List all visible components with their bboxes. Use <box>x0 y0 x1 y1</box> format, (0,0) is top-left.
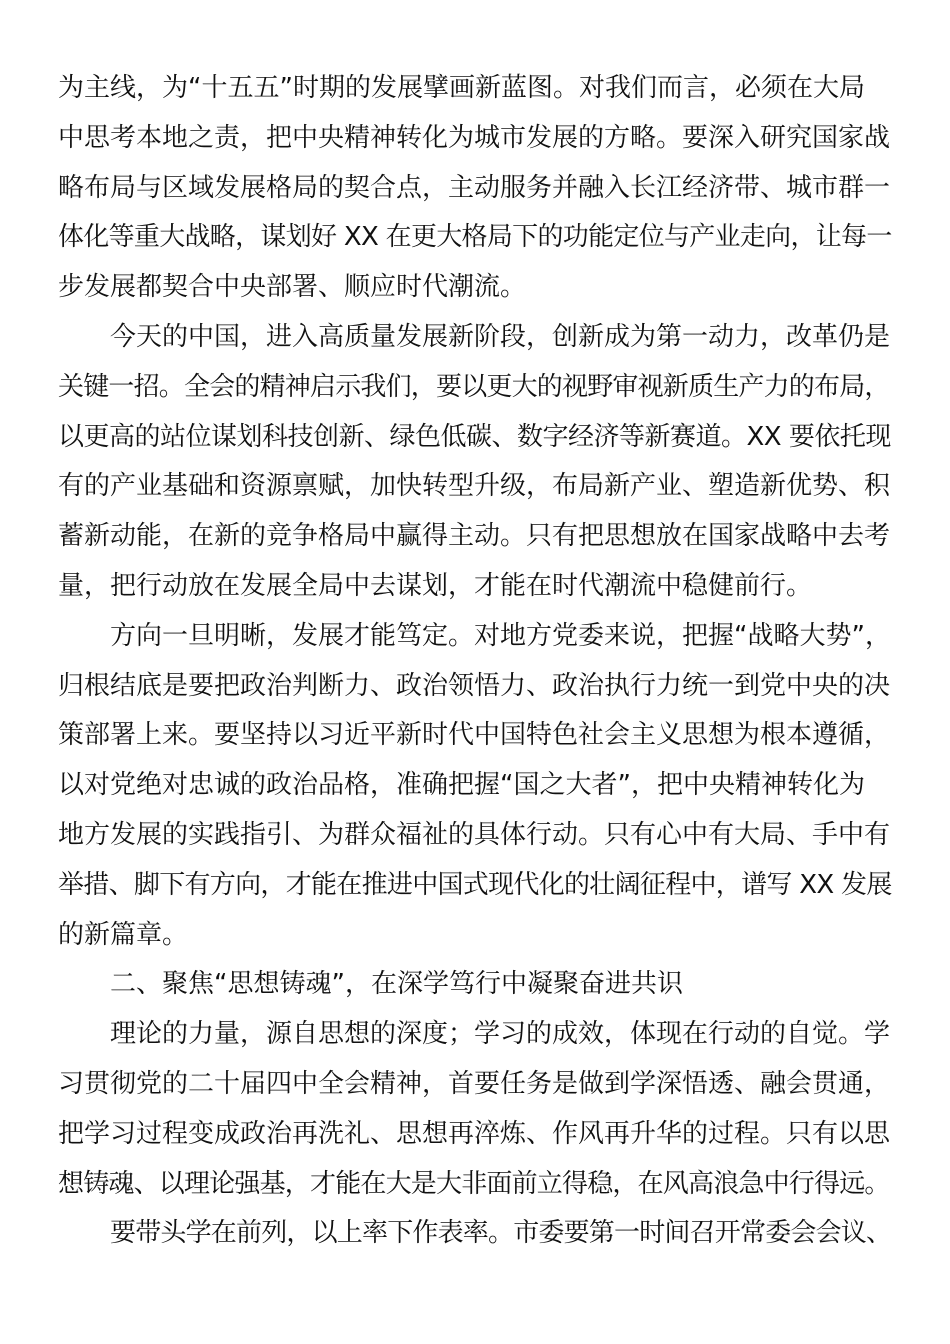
text-line: 今天的中国，进入高质量发展新阶段，创新成为第一动力，改革仍是 <box>110 321 891 352</box>
document-body <box>58 64 892 1259</box>
text-line: 中思考本地之责，把中央精神转化为城市发展的方略。要深入研究国家战 <box>58 122 891 153</box>
text-line: 步发展都契合中央部署、顺应时代潮流。 <box>58 272 527 303</box>
text-line: 二、聚焦“思想铸魂”，在深学笃行中凝聚奋进共识 <box>110 969 683 1000</box>
text-line: 把学习过程变成政治再洗礼、思想再淬炼、作风再升华的过程。只有以思 <box>58 1118 891 1149</box>
text-line: 地方发展的实践指引、为群众福祉的具体行动。只有心中有大局、手中有 <box>58 819 891 850</box>
text-line: 以更高的站位谋划科技创新、绿色低碳、数字经济等新赛道。XX 要依托现 <box>58 421 891 452</box>
text-line: 体化等重大战略，谋划好 XX 在更大格局下的功能定位与产业走向，让每一 <box>58 222 892 253</box>
text-line: 的新篇章。 <box>58 919 189 950</box>
text-line: 为主线，为“十五五”时期的发展擘画新蓝图。对我们而言，必须在大局 <box>58 73 865 103</box>
text-line: 理论的力量，源自思想的深度；学习的成效，体现在行动的自觉。学 <box>110 1019 891 1050</box>
text-line: 关键一招。全会的精神启示我们，要以更大的视野审视新质生产力的布局， <box>58 371 890 402</box>
text-line: 想铸魂、以理论强基，才能在大是大非面前立得稳，在风高浪急中行得远。 <box>58 1168 890 1199</box>
text-line: 蓄新动能，在新的竞争格局中赢得主动。只有把思想放在国家战略中去考 <box>58 521 891 552</box>
text-line: 举措、脚下有方向，才能在推进中国式现代化的壮阔征程中，谱写 XX 发展 <box>58 869 892 900</box>
text-line: 以对党绝对忠诚的政治品格，准确把握“国之大者”，把中央精神转化为 <box>58 770 865 801</box>
text-line: 方向一旦明晰，发展才能笃定。对地方党委来说，把握“战略大势”， <box>110 620 891 651</box>
text-line: 略布局与区域发展格局的契合点，主动服务并融入长江经济带、城市群一 <box>58 172 891 203</box>
text-line: 有的产业基础和资源禀赋，加快转型升级，布局新产业、塑造新优势、积 <box>58 471 891 502</box>
text-line: 策部署上来。要坚持以习近平新时代中国特色社会主义思想为根本遵循， <box>58 720 891 751</box>
text-line: 习贯彻党的二十届四中全会精神，首要任务是做到学深悟透、融会贯通， <box>58 1068 891 1099</box>
text-line: 量，把行动放在发展全局中去谋划，才能在时代潮流中稳健前行。 <box>58 570 813 601</box>
text-line: 要带头学在前列，以上率下作表率。市委要第一时间召开常委会会议、 <box>110 1218 892 1249</box>
text-line: 归根结底是要把政治判断力、政治领悟力、政治执行力统一到党中央的决 <box>58 670 891 701</box>
